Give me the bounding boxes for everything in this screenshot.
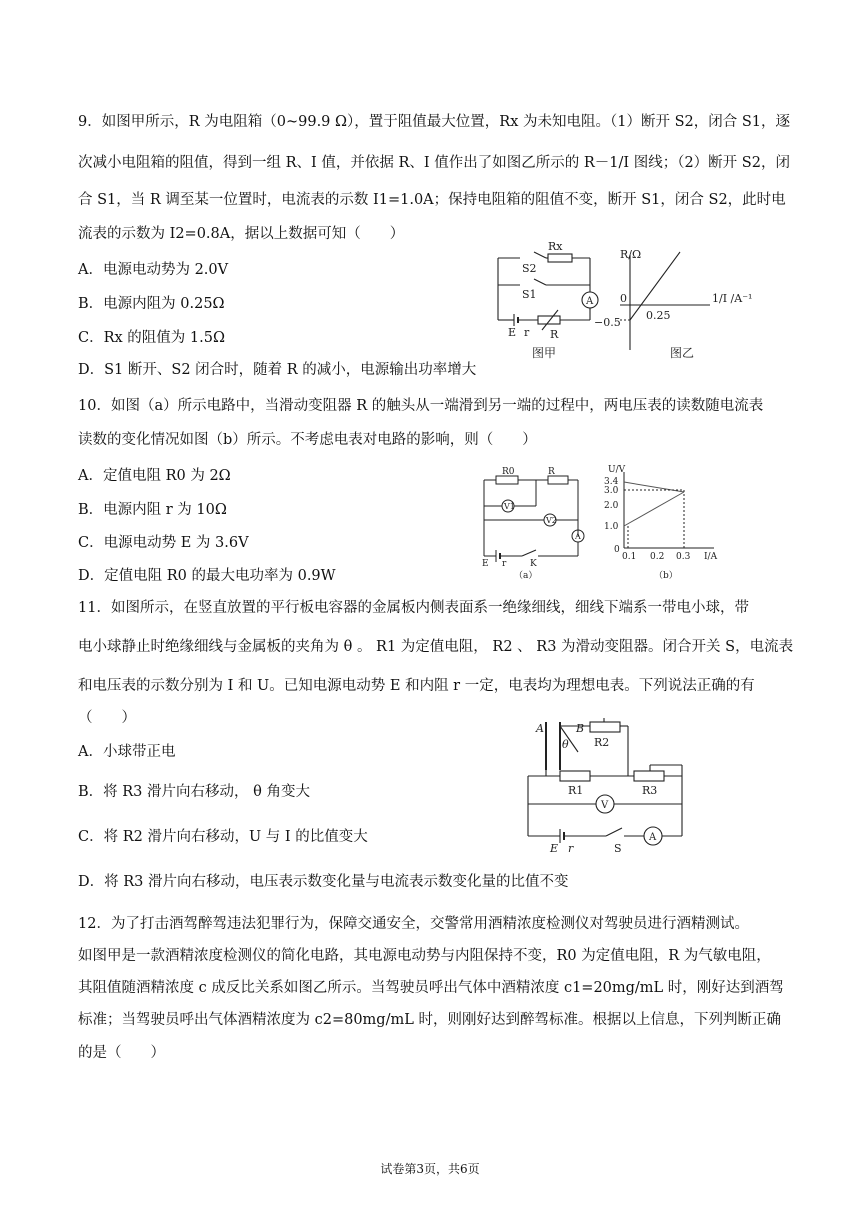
q9-figure [490, 240, 790, 365]
q11-r-label: r [568, 842, 574, 855]
q10-y-tick: 1.0 [604, 522, 619, 532]
q9-x-tick-label: 0.25 [646, 309, 671, 322]
q9-line-2: 次减小电阻箱的阻值，得到一组 R、I 值，并依据 R、I 值作出了如图乙所示的 R－1/I 图线；（2）断开 S2，闭 [78, 155, 790, 171]
q9-r-label: r [524, 326, 530, 339]
q12-line-5: 的是（ ） [78, 1045, 165, 1061]
q9-line-3: 合 S1，当 R 调至某一位置时，电流表的示数 I1=1.0A；保持电阻箱的阻值不变，断开 S1，闭合 S2，此时电 [78, 192, 786, 208]
q10-y-tick: 3.4 [604, 477, 619, 487]
q9-option-c: C．Rx 的阻值为 1.5Ω [78, 330, 225, 346]
q10-axis-y-label: U/V [608, 465, 626, 475]
q10-y-tick: 2.0 [604, 501, 619, 511]
q9-rx-label: Rx [548, 240, 563, 253]
q11-line-1: 11．如图所示，在竖直放置的平行板电容器的金属板内侧表面系一绝缘细线，细线下端系一带电小球，带 [78, 600, 749, 616]
q11-theta-label: θ [562, 738, 569, 751]
q9-ammeter-icon: A [586, 296, 594, 307]
q11-line-4: （ ） [78, 710, 136, 726]
q10-v1-icon: V1 [504, 502, 515, 511]
q11-option-b: B．将 R3 滑片向右移动， θ 角变大 [78, 784, 310, 800]
q11-option-d: D．将 R3 滑片向右移动，电压表示数变化量与电流表示数变化量的比值不变 [78, 874, 569, 890]
q10-v2-icon: V2 [546, 516, 557, 525]
q11-option-a: A．小球带正电 [78, 744, 176, 760]
q10-line-1: 10．如图（a）所示电路中，当滑动变阻器 R 的触头从一端滑到另一端的过程中，两电压表的读数随电流表 [78, 398, 764, 414]
q11-line-3: 和电压表的示数分别为 I 和 U。已知电源电动势 E 和内阻 r 一定，电表均为理想电表。下列说法正确的有 [78, 678, 755, 694]
q12-line-3: 其阻值随酒精浓度 c 成反比关系如图乙所示。当驾驶员呼出气体中酒精浓度 c1=20mg/mL 时，刚好达到酒驾 [78, 980, 784, 996]
q11-line-2: 电小球静止时绝缘细线与金属板的夹角为 θ 。 R1 为定值电阻， R2 、 R3 为滑动变阻器。闭合开关 S，电流表 [78, 639, 794, 655]
q10-R-label: R [548, 467, 555, 477]
q11-e-label: E [550, 842, 559, 855]
q11-r2-label: R2 [594, 736, 610, 749]
q11-a-label: A [536, 722, 544, 735]
q11-option-c: C．将 R2 滑片向右移动，U 与 I 的比值变大 [78, 829, 368, 845]
q10-option-d: D．定值电阻 R0 的最大电功率为 0.9W [78, 568, 336, 584]
q10-r-label: r [502, 559, 507, 569]
q9-y-tick-label: −0.5 [594, 316, 621, 329]
q10-option-a: A．定值电阻 R0 为 2Ω [78, 468, 231, 484]
q10-option-b: B．电源内阻 r 为 10Ω [78, 502, 227, 518]
q9-line-4: 流表的示数为 I2=0.8A，据以上数据可知（ ） [78, 226, 405, 242]
q10-caption-a: （a） [514, 571, 538, 581]
q10-caption-b: （b） [654, 571, 678, 581]
q12-line-4: 标准；当驾驶员呼出气体酒精浓度为 c2=80mg/mL 时，则刚好达到醉驾标准。根据以上信息，下列判断正确 [78, 1012, 781, 1028]
q10-line-2: 读数的变化情况如图（b）所示。不考虑电表对电路的影响，则（ ） [78, 432, 537, 448]
q9-axis-x-label: 1/I /A⁻¹ [712, 292, 753, 305]
q12-line-2: 如图甲是一款酒精浓度检测仪的简化电路，其电源电动势与内阻保持不变，R0 为定值电阻，R 为气敏电阻， [78, 948, 771, 964]
q12-line-1: 12．为了打击酒驾醉驾违法犯罪行为，保障交通安全，交警常用酒精浓度检测仪对驾驶员进行酒精测试。 [78, 916, 749, 932]
q10-y-tick: 0 [614, 545, 620, 555]
q9-caption-b: 图乙 [670, 346, 695, 360]
q10-k-label: K [530, 559, 537, 569]
q9-line-1: 9．如图甲所示，R 为电阻箱（0~99.9 Ω），置于阻值最大位置，Rx 为未知电阻。（1）断开 S2，闭合 S1，逐 [78, 114, 791, 130]
q11-r1-label: R1 [568, 784, 584, 797]
q9-s1-label: S1 [522, 288, 537, 301]
q9-R-label: R [550, 328, 559, 341]
q9-e-label: E [508, 326, 517, 339]
q9-origin-label: 0 [620, 292, 627, 305]
q10-x-tick: 0.3 [676, 552, 691, 562]
q10-axis-x-label: I/A [704, 552, 718, 562]
q11-ammeter-icon: A [649, 832, 657, 843]
q10-e-label: E [482, 559, 489, 569]
q10-r0-label: R0 [502, 467, 515, 477]
q11-voltmeter-icon: V [601, 800, 609, 811]
q10-x-tick: 0.2 [650, 552, 665, 562]
q9-option-a: A．电源电动势为 2.0V [78, 262, 229, 278]
q9-option-d: D．S1 断开、S2 闭合时，随着 R 的减小，电源输出功率增大 [78, 362, 477, 378]
q10-option-c: C．电源电动势 E 为 3.6V [78, 535, 249, 551]
page-footer: 试卷第3页，共6页 [380, 1162, 480, 1176]
q9-caption-a: 图甲 [532, 346, 557, 360]
q9-option-b: B．电源内阻为 0.25Ω [78, 296, 225, 312]
q9-s2-label: S2 [522, 262, 537, 275]
q11-b-label: B [576, 722, 585, 735]
q11-r3-label: R3 [642, 784, 658, 797]
q10-y-tick: 3.0 [604, 486, 619, 496]
q10-ammeter-icon: A [575, 532, 581, 541]
q11-s-label: S [614, 842, 622, 855]
q11-figure [524, 718, 694, 858]
q10-figure [476, 462, 746, 584]
q10-x-tick: 0.1 [622, 552, 637, 562]
q9-axis-y-label: R/Ω [620, 248, 642, 261]
